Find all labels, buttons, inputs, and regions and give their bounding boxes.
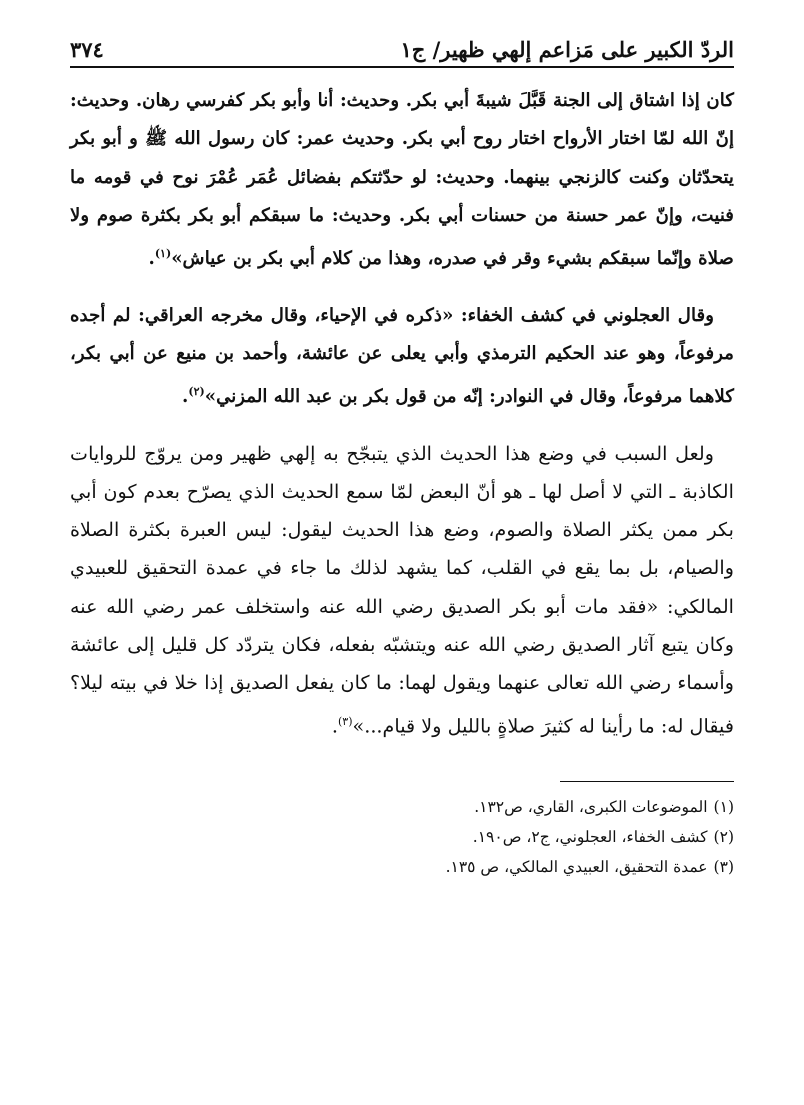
page-number: ٣٧٤	[70, 37, 104, 62]
footnote-text: عمدة التحقيق، العبيدي المالكي، ص ١٣٥.	[445, 858, 708, 877]
footnote-ref-1: (١)	[154, 247, 172, 261]
footnote-1	[70, 792, 734, 822]
footnote-3	[70, 852, 734, 882]
paragraph-3: ولعل السبب في وضع هذا الحديث الذي يتبجّح به إلهي ظهير ومن يروّج للروايات الكاذبة ـ التي لا أصل لها ـ هو أنّ البعض لمّا سمع الحديث الذي يصرّح بعدم كون أبي بكر ممن يكثر الصلاة والصوم، وضع هذا الحديث ليقول: ليس العبرة بكثرة الصلاة والصيام، بل بما يقع في القلب، كما يشهد لذلك ما جاء في عمدة التحقيق للعبيدي المالكي: «فقد مات أبو بكر الصديق رضي الله عنه واستخلف عمر رضي الله عنه وكان يتبع آثار الصديق رضي الله عنه ويتشبّه بفعله، فكان يتردّد كل قليل إلى عائشة وأسماء رضي الله تعالى عنهما ويقول لهما: ما كان يفعل الصديق إذا خلا في بيته ليلا؟ فيقال له: ما رأينا له كثيرَ صلاةٍ بالليل ولا قيام...»$^{(٣)}$.	[70, 441, 734, 737]
footnote-text: كشف الخفاء، العجلوني، ج٢، ص١٩٠.	[472, 828, 708, 847]
footnote-separator	[560, 781, 734, 782]
footnote-number: (٢)	[713, 828, 734, 847]
footnote-ref-3: (٣)	[337, 714, 353, 728]
paragraph-2: وقال العجلوني في كشف الخفاء: «ذكره في الإحياء، وقال مخرجه العراقي: لم أجده مرفوعاً، وهو عند الحكيم الترمذي وأبي يعلى عن عائشة، وأحمد بن منيع عن أبي بكر، كلاهما مرفوعاً، وقال في النوادر: إنّه من قول بكر بن عبد الله المزني»$^{(٢)}$.	[70, 304, 734, 408]
page-header	[70, 24, 734, 68]
running-title: الردّ الكبير على مَزاعم إلهي ظهير/ ج١	[400, 37, 734, 62]
body-text	[70, 82, 734, 745]
footnote-ref-2: (٢)	[188, 385, 205, 399]
footnote-number: (٣)	[713, 858, 734, 877]
paragraph-1-text: كان إذا اشتاق إلى الجنة قَبَّلَ شيبةَ أبي بكر. وحديث: أنا وأبو بكر كفرسي رهان. وحديث: إنّ الله لمّا اختار الأرواح اختار روح أبي بكر. وحديث عمر: كان رسول الله ﷺ و أبو بكر يتحدّثان وكنت كالزنجي بينهما. وحديث: لو حدّثتكم بفضائل عُمَر عُمْرَ نوح في قومه ما فنيت، وإنّ عمر حسنة من حسنات أبي بكر. وحديث: ما سبقكم أبو بكر بكثرة صوم ولا صلاة وإنّما سبقكم بشيء وقر في صدره، وهذا من كلام أبي بكر بن عياش»	[70, 90, 734, 270]
page	[70, 24, 734, 882]
paragraph-2-text: وقال العجلوني في كشف الخفاء: «ذكره في الإحياء، وقال مخرجه العراقي: لم أجده مرفوعاً، وهو عند الحكيم الترمذي وأبي يعلى عن عائشة، وأحمد بن منيع عن أبي بكر، كلاهما مرفوعاً، وقال في النوادر: إنّه من قول بكر بن عبد الله المزني»	[70, 304, 734, 408]
footnote-number: (١)	[713, 798, 734, 817]
footnote-text: الموضوعات الكبرى، القاري، ص١٣٢.	[474, 798, 708, 817]
footnotes	[70, 792, 734, 882]
footnote-2	[70, 822, 734, 852]
paragraph-3-text: ولعل السبب في وضع هذا الحديث الذي يتبجّح به إلهي ظهير ومن يروّج للروايات الكاذبة ـ التي لا أصل لها ـ هو أنّ البعض لمّا سمع الحديث الذي يصرّح بعدم كون أبي بكر ممن يكثر الصلاة والصوم، وضع هذا الحديث ليقول: ليس العبرة بكثرة الصلاة والصيام، بل بما يقع في القلب، كما يشهد لذلك ما جاء في عمدة التحقيق للعبيدي المالكي: «فقد مات أبو بكر الصديق رضي الله عنه واستخلف عمر رضي الله عنه وكان يتبع آثار الصديق رضي الله عنه ويتشبّه بفعله، فكان يتردّد كل قليل إلى عائشة وأسماء رضي الله تعالى عنهما ويقول لهما: ما كان يفعل الصديق إذا خلا في بيته ليلا؟ فيقال له: ما رأينا له كثيرَ صلاةٍ بالليل ولا قيام...»	[70, 441, 734, 737]
paragraph-1: كان إذا اشتاق إلى الجنة قَبَّلَ شيبةَ أبي بكر. وحديث: أنا وأبو بكر كفرسي رهان. وحديث: إنّ الله لمّا اختار الأرواح اختار روح أبي بكر. وحديث عمر: كان رسول الله ﷺ و أبو بكر يتحدّثان وكنت كالزنجي بينهما. وحديث: لو حدّثتكم بفضائل عُمَر عُمْرَ نوح في قومه ما فنيت، وإنّ عمر حسنة من حسنات أبي بكر. وحديث: ما سبقكم أبو بكر بكثرة صوم ولا صلاة وإنّما سبقكم بشيء وقر في صدره، وهذا من كلام أبي بكر بن عياش»$^{(١)}$.	[70, 90, 734, 270]
